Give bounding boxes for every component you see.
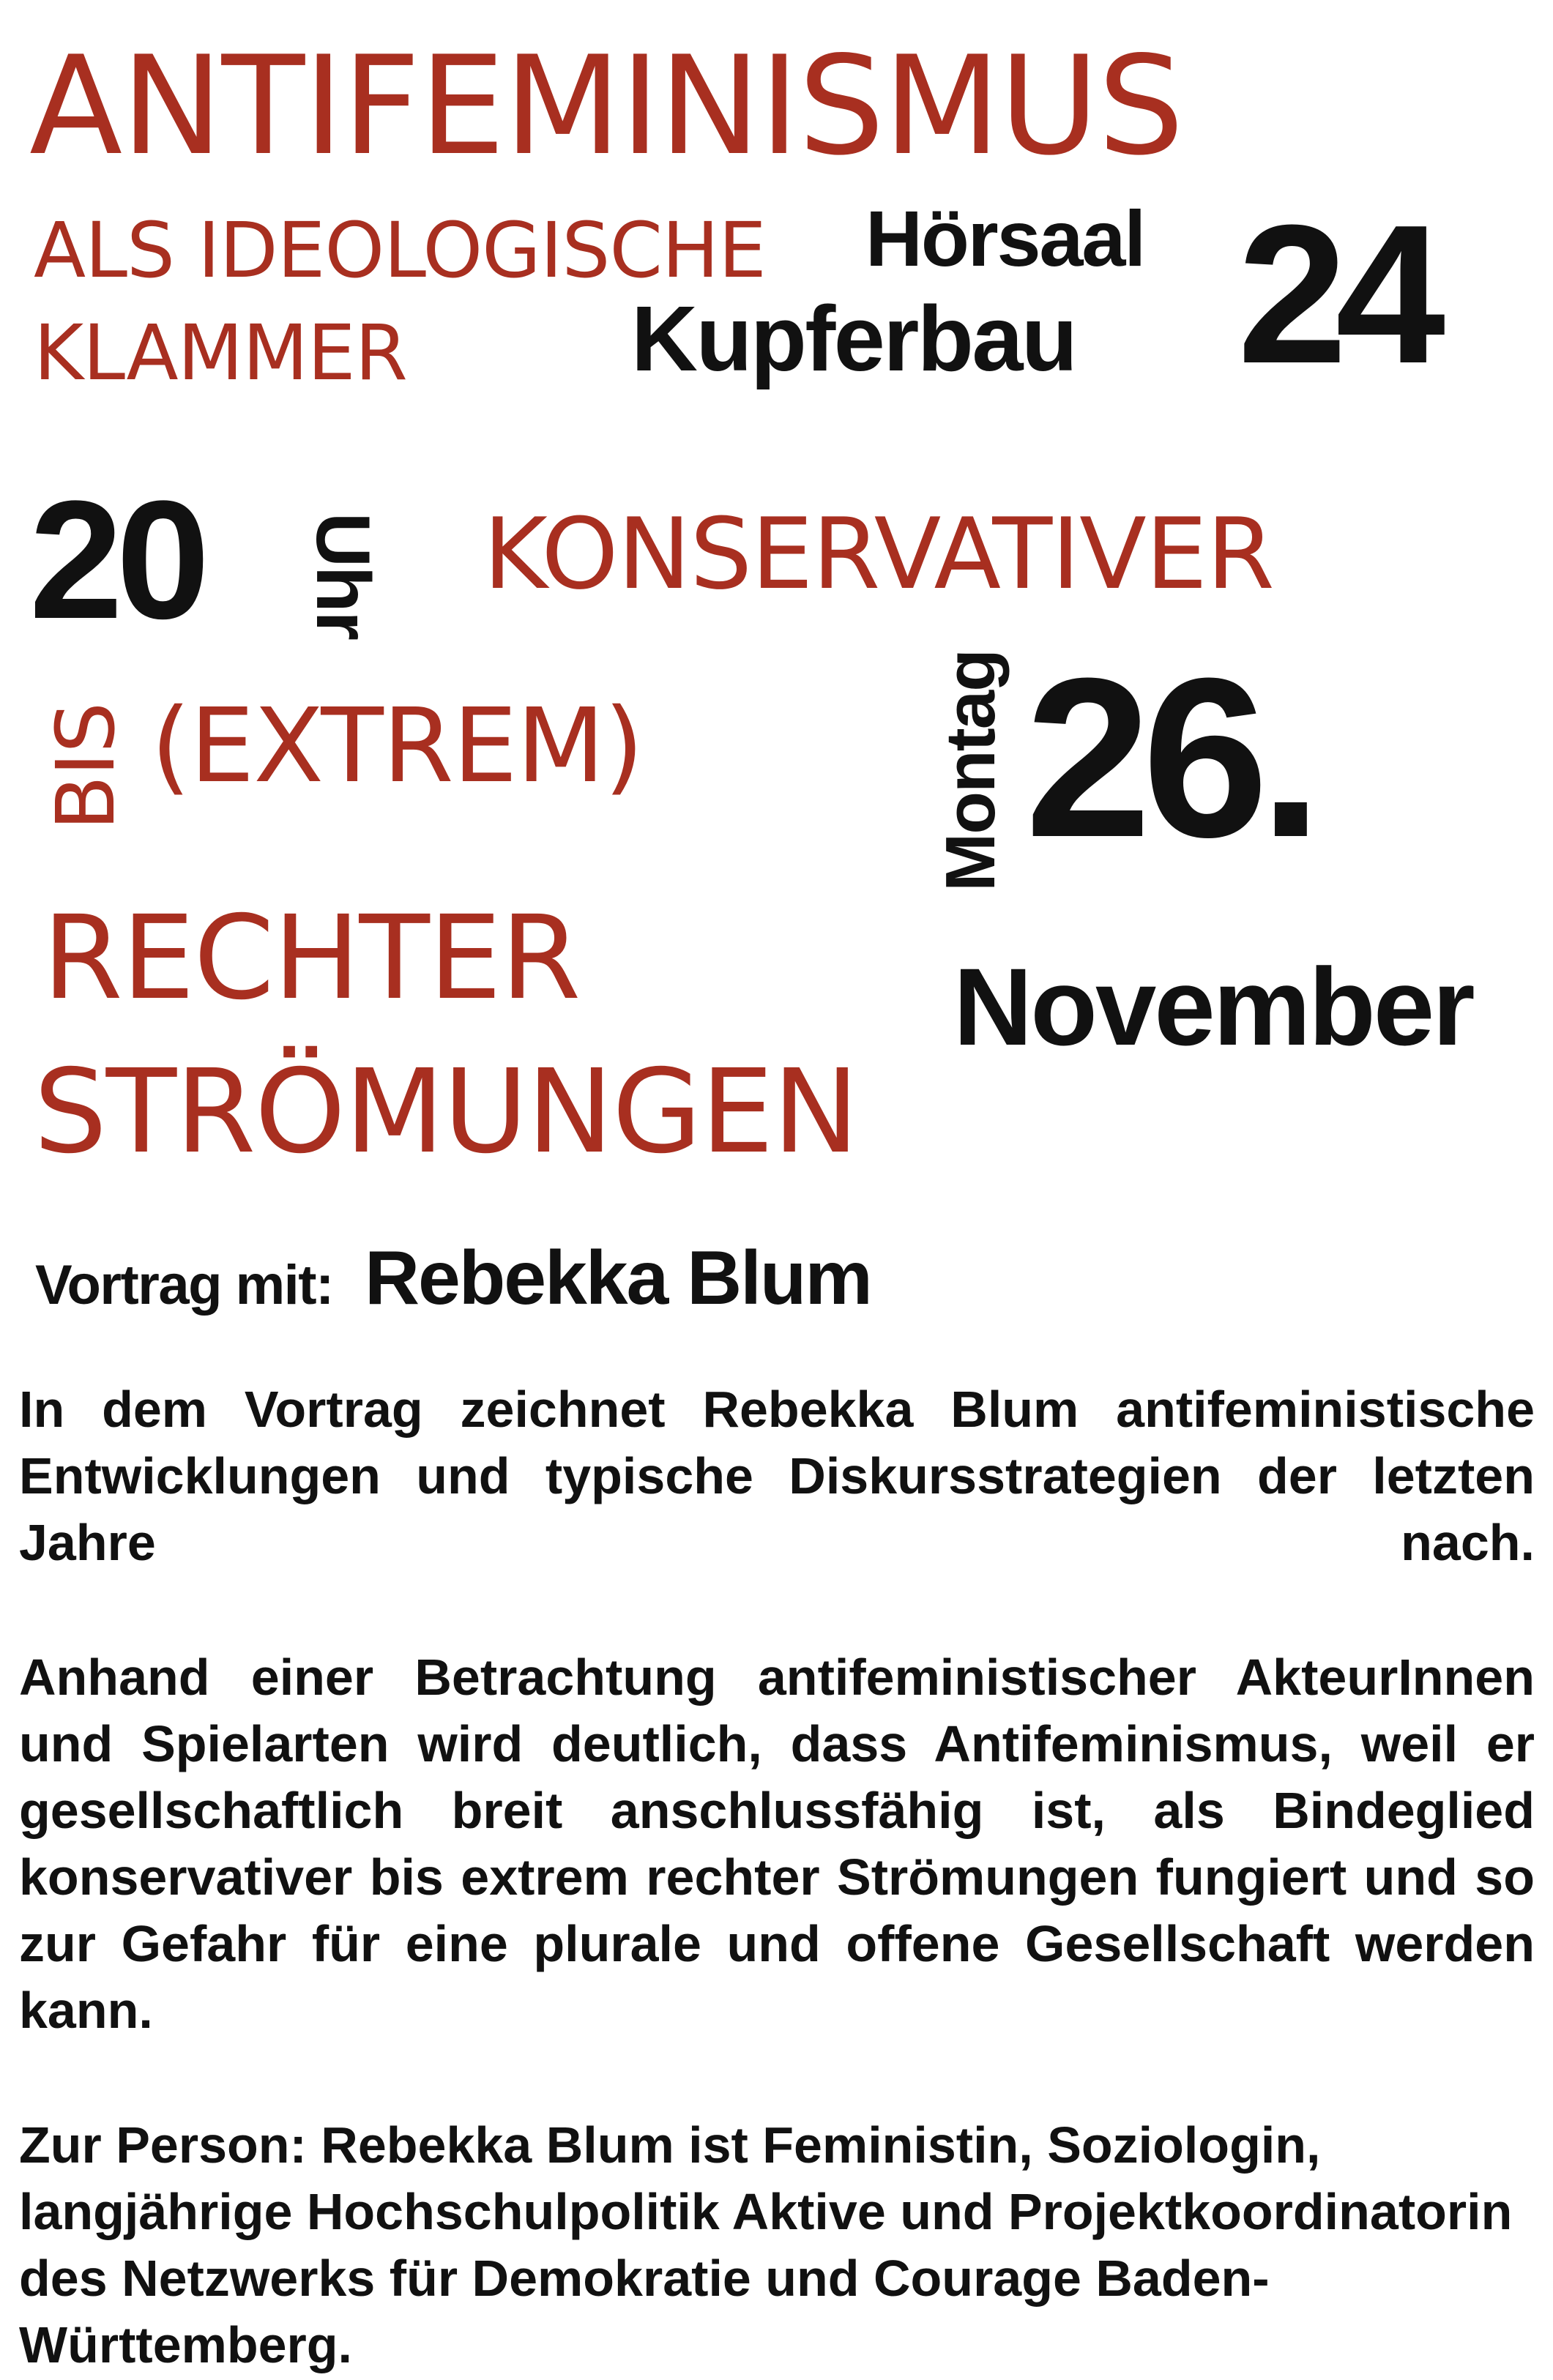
event-date-month: November	[953, 945, 1473, 1068]
spectrum-word-rechter: RECHTER	[42, 891, 580, 1026]
event-date-day: 26.	[1025, 630, 1314, 884]
spectrum-word-konservativer: KONSERVATIVER	[483, 497, 1274, 611]
event-time-unit: Uhr	[300, 512, 385, 639]
venue-room-number: 24	[1237, 184, 1434, 405]
event-date-weekday: Montag	[931, 650, 1010, 892]
description-paragraph-2: Anhand einer Betrachtung antifeministischer AkteurInnen und Spielarten wird deutlich, dass Antifeminismus, weil er gesellschaftlich breit anschlussfähig ist, als Bindeglied konservativer bis extrem rechter Strömungen fungiert und so zur Gefahr für eine plurale und offene Gesellschaft werden kann.	[19, 1649, 1535, 2039]
venue-building-name: Kupferbau	[631, 287, 1076, 390]
poster-title-line-2: ALS IDEOLOGISCHE	[34, 206, 766, 295]
spectrum-word-stroemungen: STRÖMUNGEN	[34, 1045, 858, 1179]
event-time-number: 20	[29, 466, 204, 654]
spectrum-word-bis: BIS	[39, 703, 133, 831]
poster-title-line-3: KLAMMER	[34, 308, 407, 398]
speaker-label: Vortrag mit:	[35, 1254, 333, 1316]
spectrum-word-extrem: (EXTREM)	[151, 687, 643, 806]
description-paragraph-1: In dem Vortrag zeichnet Rebekka Blum antifeministische Entwicklungen und typische Diskursstrategien der letzten Jahre nach.	[19, 1381, 1535, 1571]
venue-hall-label: Hörsaal	[865, 194, 1145, 283]
speaker-name: Rebekka Blum	[365, 1236, 871, 1321]
description-paragraph-3: Zur Person: Rebekka Blum ist Feministin, Soziologin, langjährige Hochschulpolitik Aktive und Projektkoordinatorin des Netzwerks für Demokratie und Courage Baden-Württemberg.	[19, 2116, 1513, 2373]
poster-description	[19, 1376, 1535, 2380]
poster-title-line-1: ANTIFEMINISMUS	[29, 26, 1183, 185]
